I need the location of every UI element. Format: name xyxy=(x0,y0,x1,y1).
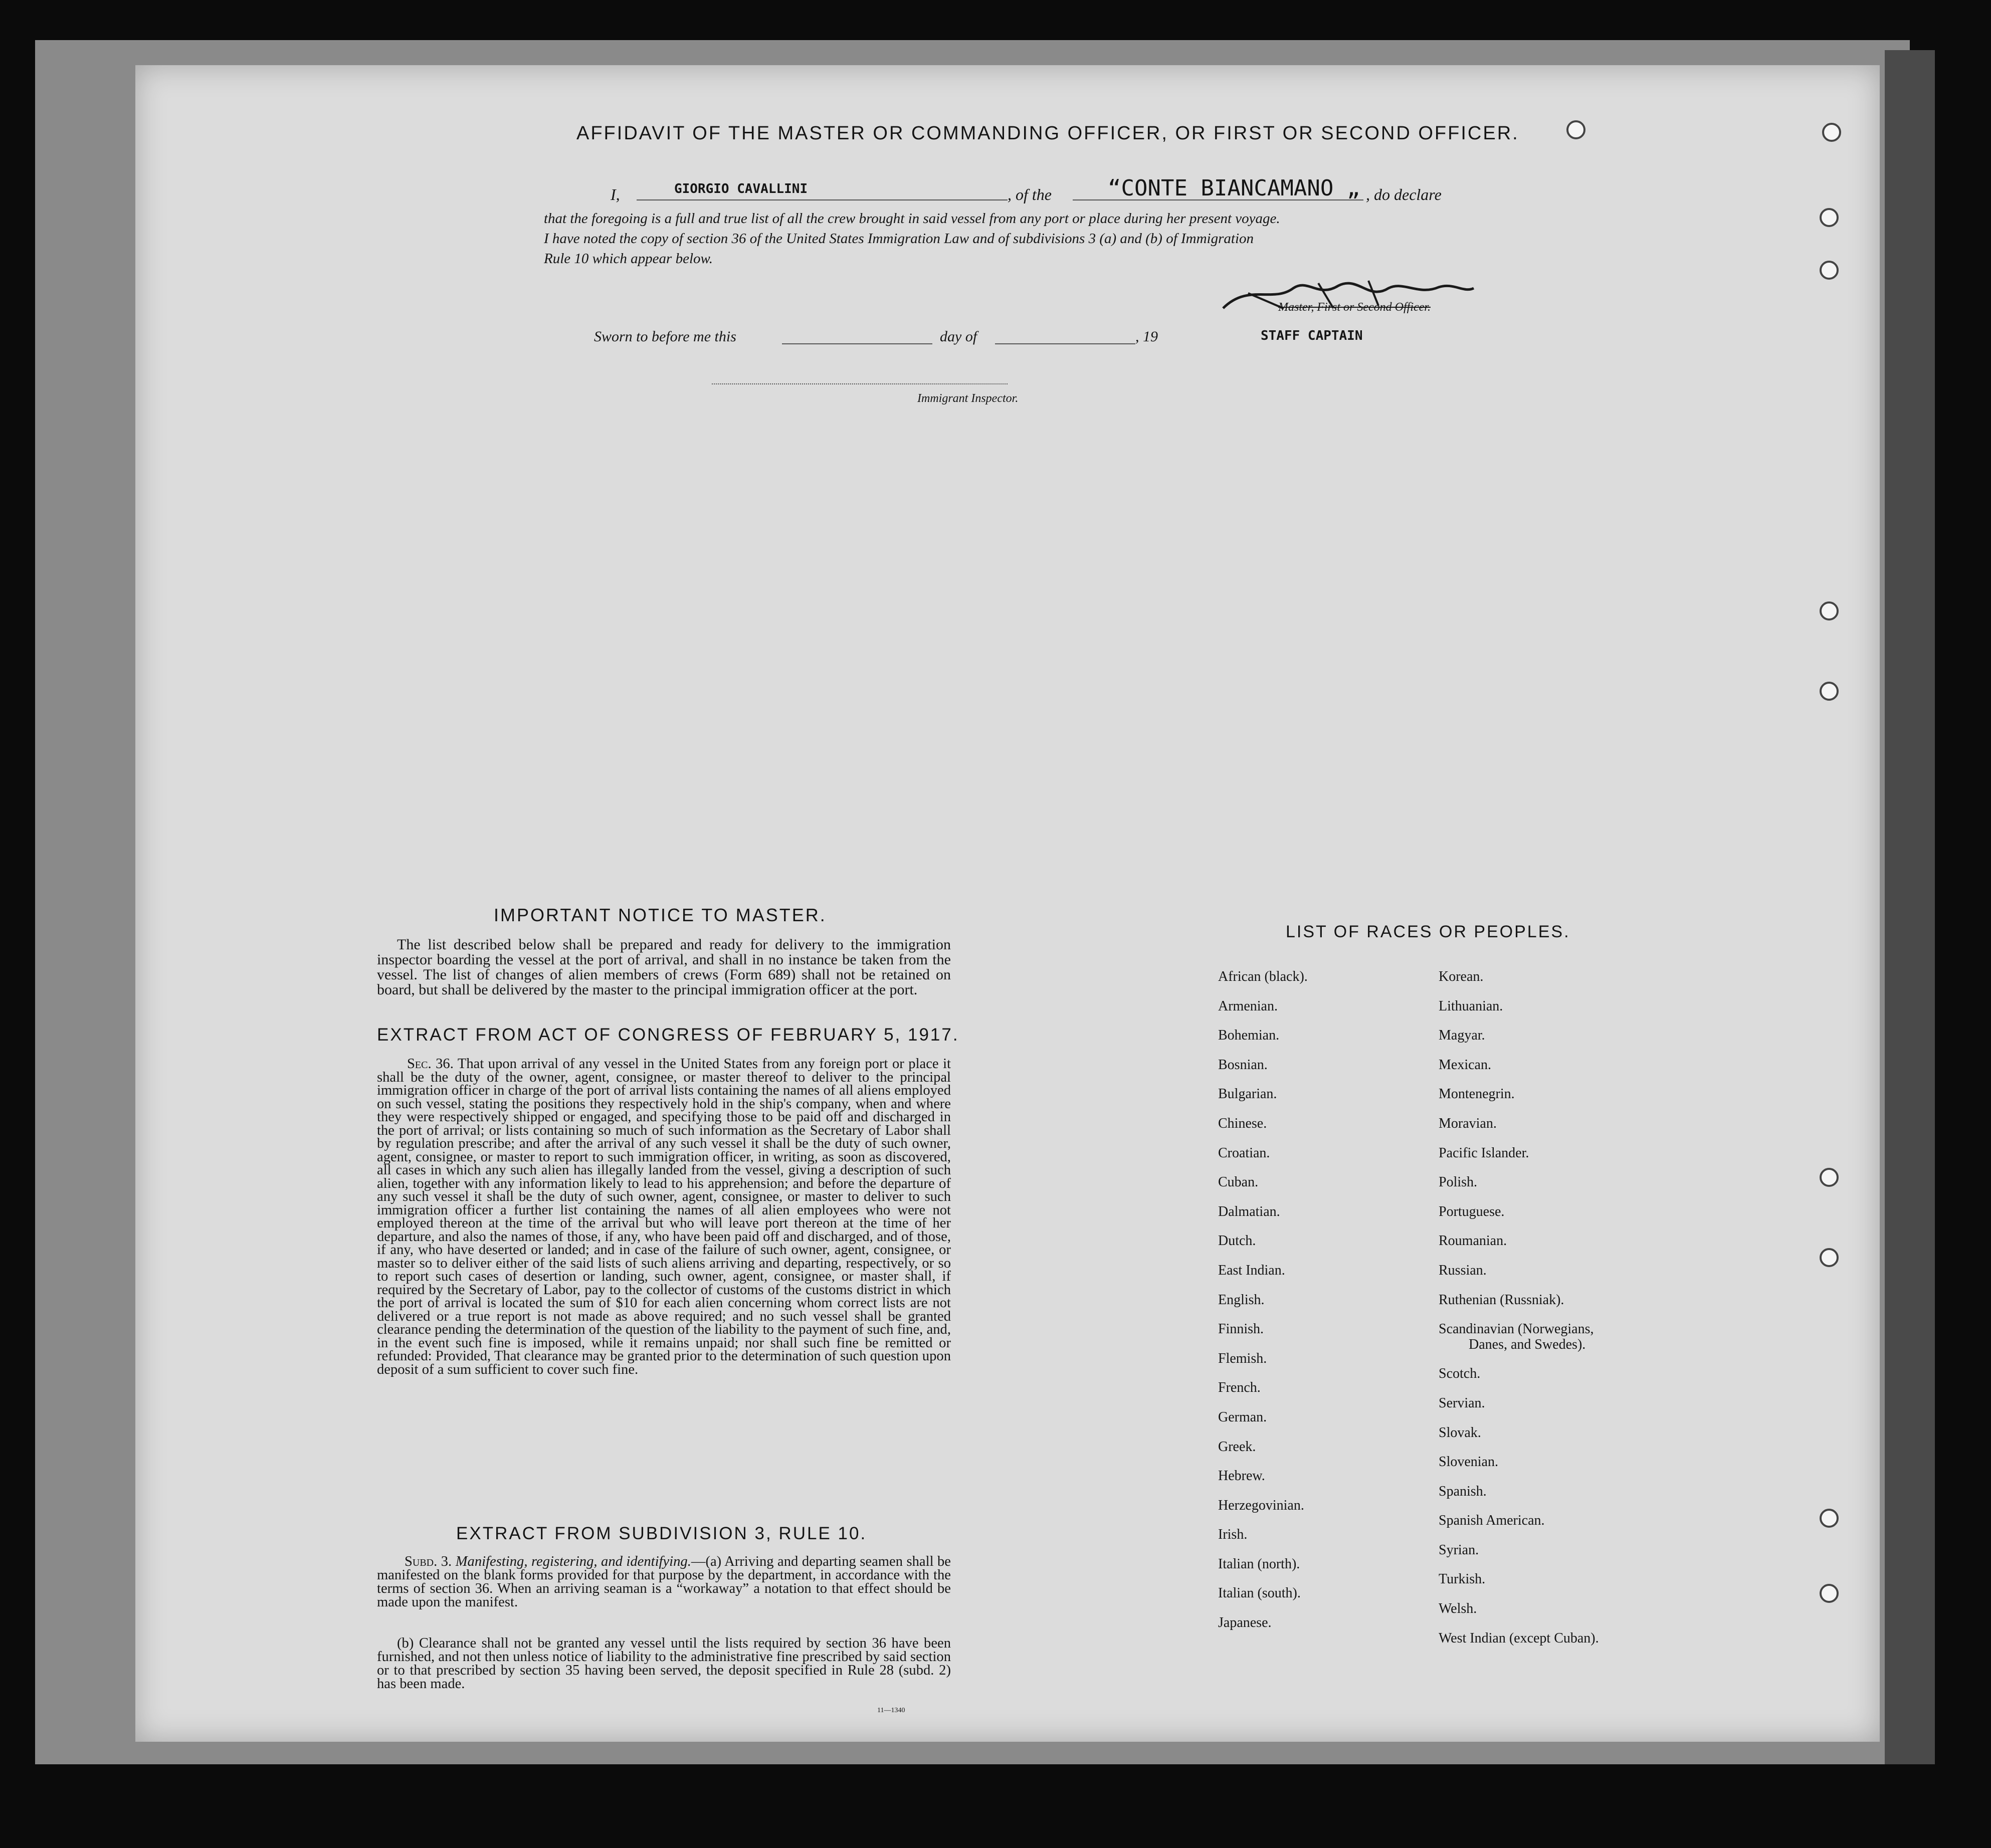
punch-hole xyxy=(1820,1248,1839,1267)
affidavit-of-the: , of the xyxy=(1008,185,1052,203)
sworn-before-text: Sworn to before me this xyxy=(594,328,736,345)
race-item: Chinese. xyxy=(1218,1115,1267,1131)
inspector-signature-line xyxy=(712,383,1008,384)
race-item: Mexican. xyxy=(1439,1057,1491,1073)
race-item: Scotch. xyxy=(1439,1366,1481,1382)
punch-hole xyxy=(1820,1168,1839,1187)
race-item: Pacific Islander. xyxy=(1439,1145,1529,1161)
race-item: Japanese. xyxy=(1218,1615,1272,1631)
affidavit-pronoun: I, xyxy=(611,185,620,203)
race-item: East Indian. xyxy=(1218,1262,1285,1278)
act-title: EXTRACT FROM ACT OF CONGRESS OF FEBRUARY 5, 1917. xyxy=(377,1025,959,1045)
race-item: Spanish American. xyxy=(1439,1513,1545,1529)
rule-para-a-text: —(a) Arriving and departing seamen shall be manifested on the blank forms provided for that purpose by the department, in accordance with the terms of section 36. When an arriving seaman is a “workaway” a notation to that effect should be made upon the manifest. xyxy=(377,1554,951,1610)
race-item: Bosnian. xyxy=(1218,1057,1268,1073)
month-blank xyxy=(995,343,1135,344)
punch-hole xyxy=(1566,120,1585,139)
affidavit-title: AFFIDAVIT OF THE MASTER OR COMMANDING OFFICER, OR FIRST OR SECOND OFFICER. xyxy=(576,123,1519,144)
form-number: 11—1340 xyxy=(877,1707,905,1714)
race-item: Welsh. xyxy=(1439,1601,1477,1617)
rank-stamp: STAFF CAPTAIN xyxy=(1261,328,1363,343)
race-item: German. xyxy=(1218,1409,1267,1425)
races-column-2 xyxy=(1439,962,1599,1653)
day-blank xyxy=(782,343,932,344)
rule-para-b: (b) Clearance shall not be granted any vessel until the lists required by section 36 have been furnished, and not then unless notice of liability to the administrative fine prescribed by said section or to that prescribed by section 35 having been served, the deposit specified in Rule 28 (subd. 2) has been made. xyxy=(377,1635,951,1692)
race-item: Herzegovinian. xyxy=(1218,1497,1304,1513)
year-prefix: , 19 xyxy=(1135,328,1158,345)
adjacent-page-edge xyxy=(1885,50,1935,1764)
notice-title: IMPORTANT NOTICE TO MASTER. xyxy=(494,905,827,925)
race-item: Bohemian. xyxy=(1218,1028,1280,1044)
race-item: Bulgarian. xyxy=(1218,1086,1277,1102)
day-of-text: day of xyxy=(940,328,977,345)
race-item: Dalmatian. xyxy=(1218,1203,1280,1219)
race-item: Servian. xyxy=(1439,1395,1485,1411)
race-item: Croatian. xyxy=(1218,1145,1270,1161)
affidavit-text-line2: I have noted the copy of section 36 of the United States Immigration Law and of subdivisions 3 (a) and (b) of Immigration xyxy=(544,231,1254,247)
race-item: Slovenian. xyxy=(1439,1454,1498,1470)
punch-hole xyxy=(1820,261,1839,280)
officer-name: GIORGIO CAVALLINI xyxy=(674,181,808,196)
punch-hole xyxy=(1820,1584,1839,1603)
act-section-text: That upon arrival of any vessel in the United States from any foreign port or place it shall be the duty of the owner, agent, consignee, or master thereof to deliver to the principal immigration officer in charge of the port of arrival lists containing the names of all aliens employed on such vessel, stating the positions they respectively hold in the ship's company, when and where they were respectively shipped or engaged, and specifying those to be paid off and discharged in the port of arrival; or lists containing so much of such information as the Secretary of Labor shall by regulation prescribe; and after the arrival of any such vessel it shall be the duty of such owner, agent, consignee, or master to report to such immigration officer, in writing, as soon as discovered, all cases in which any such alien has illegally landed from the vessel, giving a description of such alien, together with any information likely to lead to his apprehension; and before the departure of any such vessel it shall be the duty of such owner, agent, consignee, or master to deliver to such immigration officer a further list containing the names of all alien employees who were not employed thereon at the time of the arrival but who will leave port thereon at the time of her departure, and also the names of those, if any, who have been paid off and discharged, and of those, if any, who have deserted or landed; and in case of the failure of such owner, agent, consignee, or master so to deliver either of the said lists of such aliens arriving and departing, respectively, or so to report such cases of desertion or landing, such owner, agent, consignee, or master shall, if required by the Secretary of Labor, pay to the collector of customs of the customs district in which the port of arrival is located the sum of $10 for each alien concerning whom correct lists are not delivered or a true report is not made as above required; and no such vessel shall be granted clearance pending the determination of the question of the liability to the payment of such fine, and, in the event such fine is imposed, while it remains unpaid; nor shall such fine be remitted or refunded: Provided, That clearance may be granted prior to the determination of such question upon deposit of a sum sufficient to cover such fine. xyxy=(377,1056,951,1377)
inspector-caption: Immigrant Inspector. xyxy=(917,392,1019,405)
race-item: Irish. xyxy=(1218,1527,1248,1543)
affidavit-text-line1: that the foregoing is a full and true list of all the crew brought in said vessel from any port or place during her present voyage. xyxy=(544,211,1280,227)
race-item: Spanish. xyxy=(1439,1483,1487,1499)
race-item: Korean. xyxy=(1439,969,1484,984)
act-section-label: Sec. 36. xyxy=(407,1056,454,1072)
rule-para-a xyxy=(377,1555,951,1609)
race-item: Danes, and Swedes). xyxy=(1469,1336,1586,1352)
race-item: Greek. xyxy=(1218,1439,1256,1455)
punch-hole xyxy=(1820,682,1839,701)
punch-hole xyxy=(1820,208,1839,227)
punch-hole xyxy=(1820,1509,1839,1528)
race-item: Armenian. xyxy=(1218,998,1278,1014)
race-item: West Indian (except Cuban). xyxy=(1439,1630,1599,1646)
rule-subd-heading: Manifesting, registering, and identifying. xyxy=(455,1554,691,1569)
race-item: Slovak. xyxy=(1439,1424,1481,1441)
rule-subd-label: Subd. 3. xyxy=(405,1554,452,1569)
signature-caption: Master, First or Second Officer. xyxy=(1278,301,1431,314)
rule-title: EXTRACT FROM SUBDIVISION 3, RULE 10. xyxy=(456,1524,867,1543)
name-blank xyxy=(637,199,1008,200)
punch-hole xyxy=(1822,123,1841,142)
act-section-36 xyxy=(377,1058,951,1514)
races-column-1 xyxy=(1218,962,1308,1638)
race-item: Ruthenian (Russniak). xyxy=(1439,1292,1564,1308)
race-item: Lithuanian. xyxy=(1439,998,1503,1014)
race-item: Cuban. xyxy=(1218,1174,1259,1190)
race-item: Polish. xyxy=(1439,1174,1478,1190)
race-item: Dutch. xyxy=(1218,1233,1256,1249)
race-item: Portuguese. xyxy=(1439,1203,1505,1219)
race-item: Syrian. xyxy=(1439,1542,1479,1558)
race-item: Italian (north). xyxy=(1218,1556,1300,1572)
race-item: Russian. xyxy=(1439,1262,1487,1278)
notice-body: The list described below shall be prepared and ready for delivery to the immigration inspector boarding the vessel at the port of arrival, and shall in no instance be taken from the vessel. The list of changes of alien members of crews (Form 689) shall not be retained on board, but shall be delivered by the master to the principal immigration officer at the port. xyxy=(377,936,951,998)
affidavit-do-declare: , do declare xyxy=(1366,185,1442,203)
race-item: Montenegrin. xyxy=(1439,1086,1515,1102)
affidavit-text-line3: Rule 10 which appear below. xyxy=(544,251,713,267)
race-item: African (black). xyxy=(1218,969,1308,984)
race-item: Scandinavian (Norwegians, xyxy=(1439,1321,1594,1337)
race-item: Turkish. xyxy=(1439,1571,1486,1587)
race-item: English. xyxy=(1218,1292,1265,1308)
punch-hole xyxy=(1820,601,1839,621)
races-title: LIST OF RACES OR PEOPLES. xyxy=(1286,922,1570,941)
race-item: Finnish. xyxy=(1218,1321,1264,1337)
vessel-name: “CONTE BIANCAMANO „ xyxy=(1108,175,1360,201)
race-item: Magyar. xyxy=(1439,1028,1485,1044)
race-item: Flemish. xyxy=(1218,1350,1267,1366)
race-item: Roumanian. xyxy=(1439,1233,1507,1249)
race-item: Moravian. xyxy=(1439,1115,1497,1131)
race-item: Hebrew. xyxy=(1218,1468,1265,1484)
race-item: Italian (south). xyxy=(1218,1585,1301,1601)
race-item: French. xyxy=(1218,1380,1261,1396)
